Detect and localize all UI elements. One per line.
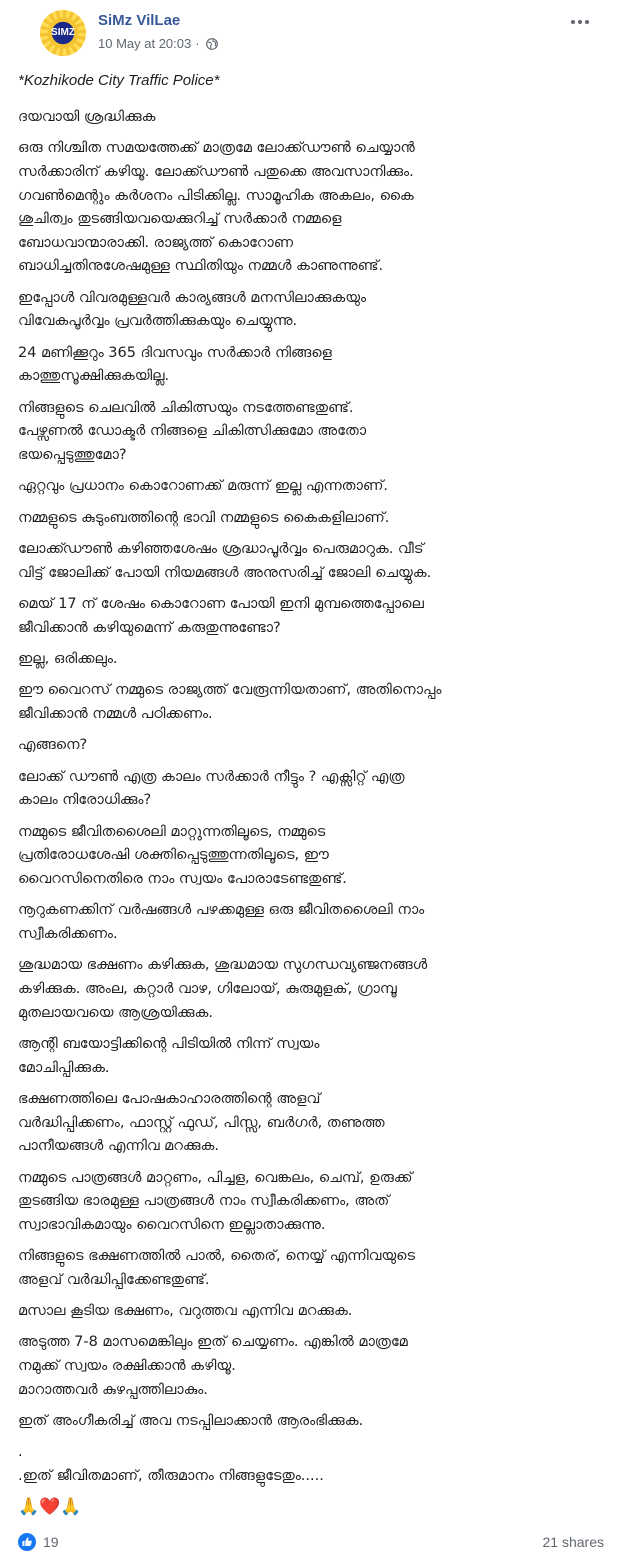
post-paragraph: ലോക്ക് ഡൗൺ എത്ര കാലം സർക്കാർ നീട്ടും ? എക്സിറ്റ് എത്ര കാലം നിരോധിക്കും? bbox=[18, 768, 405, 809]
post-paragraph: നിങ്ങളുടെ ചെലവിൽ ചികിത്സയും നടത്തേണ്ടതുണ്ട്. പേഴ്സണൽ ഡോക്ടർ നിങ്ങളെ ചികിത്സിക്കുമോ അതോ ഭയപ്പെടുത്തുമോ? bbox=[18, 399, 367, 463]
post-paragraph: ഏറ്റവും പ്രധാനം കൊറോണക്ക് മരുന്ന് ഇല്ല എന്നതാണ്. bbox=[18, 478, 388, 495]
more-dot-icon bbox=[578, 20, 582, 24]
reactions-summary[interactable] bbox=[18, 1533, 59, 1551]
meta-separator: · bbox=[195, 36, 200, 51]
post-paragraph: നൂറുകണക്കിന് വർഷങ്ങൾ പഴക്കമുള്ള ഒരു ജീവിതശൈലി നാം സ്വീകരിക്കണം. bbox=[18, 902, 425, 942]
post-paragraph: അടുത്ത 7-8 മാസമെങ്കിലും ഇത് ചെയ്യണം. എങ്കിൽ മാത്രമേ നമുക്ക് സ്വയം രക്ഷിക്കാൻ കഴിയൂ. മാറാത്തവർ കുഴപ്പത്തിലാകും. bbox=[18, 1334, 408, 1398]
reaction-count: 19 bbox=[43, 1534, 59, 1550]
post-meta bbox=[98, 36, 218, 51]
avatar[interactable] bbox=[40, 10, 86, 56]
post-header bbox=[18, 0, 604, 70]
globe-icon bbox=[206, 38, 218, 50]
page-name-link[interactable]: SiMz VilLae bbox=[98, 12, 181, 29]
more-options-button[interactable] bbox=[568, 12, 592, 32]
post-paragraph: ഈ വൈറസ് നമ്മുടെ രാജ്യത്ത് വേരൂന്നിയതാണ്, അതിനൊപ്പം ജീവിക്കാൻ നമ്മൾ പഠിക്കണം. bbox=[18, 682, 442, 723]
post-paragraph: . .ഇത് ജീവിതമാണ്, തീരുമാനം നിങ്ങളുടേതും..... bbox=[18, 1444, 324, 1485]
post-paragraphs bbox=[18, 106, 604, 1489]
post-paragraph: ഇപ്പോൾ വിവരമുള്ളവർ കാര്യങ്ങൾ മനസിലാക്കുകയും വിവേകപൂർവ്വം പ്രവർത്തിക്കുകയും ചെയ്യുന്നു. bbox=[18, 289, 367, 330]
shares-link[interactable]: 21 shares bbox=[542, 1534, 604, 1550]
post-paragraph: ഇല്ല, ഒരിക്കലും. bbox=[18, 651, 118, 668]
post-paragraph: നമ്മുടെ ജീവിതശൈലി മാറ്റുന്നതിലൂടെ, നമ്മുടെ പ്രതിരോധശേഷി ശക്തിപ്പെടുത്തുന്നതിലൂടെ, ഈ വൈറസിനെതിരെ നാം സ്വയം പോരാടേണ്ടതുണ്ട്. bbox=[18, 823, 347, 887]
post-paragraph: ലോക്ക്ഡൗൺ കഴിഞ്ഞശേഷം ശ്രദ്ധാപൂർവ്വം പെരുമാറുക. വീട് വിട്ട് ജോലിക്ക് പോയി നിയമങ്ങൾ അനുസരിച്ച് ജോലി ചെയ്യുക. bbox=[18, 541, 432, 581]
post-paragraph: ഭക്ഷണത്തിലെ പോഷകാഹാരത്തിന്റെ അളവ് വർദ്ധിപ്പിക്കണം, ഫാസ്റ്റ് ഫുഡ്, പിസ്സ, ബർഗർ, തണുത്ത പാനീയങ്ങൾ എന്നിവ മറക്കുക. bbox=[18, 1090, 385, 1155]
post-paragraph: ആന്റി ബയോട്ടിക്കിന്റെ പിടിയിൽ നിന്ന് സ്വയം മോചിപ്പിക്കുക. bbox=[18, 1035, 320, 1076]
post-paragraph: മസാല കൂടിയ ഭക്ഷണം, വറുത്തവ എന്നിവ മറക്കുക. bbox=[18, 1303, 353, 1320]
post-paragraph: നിങ്ങളുടെ ഭക്ഷണത്തിൽ പാൽ, തൈര്, നെയ്യ് എന്നിവയുടെ അളവ് വർദ്ധിപ്പിക്കേണ്ടതുണ്ട്. bbox=[18, 1248, 416, 1288]
post-paragraph: ശുദ്ധമായ ഭക്ഷണം കഴിക്കുക, ശുദ്ധമായ സുഗന്ധവ്യഞ്ജനങ്ങൾ കഴിക്കുക. അംല, കറ്റാർ വാഴ, ഗിലോയ്, കുരുമുളക്, ഗ്രാമ്പൂ മുതലായവയെ ആശ്രയിക്കുക. bbox=[18, 957, 428, 1021]
avatar-logo-text: SIMZ bbox=[51, 27, 75, 38]
like-icon bbox=[18, 1533, 36, 1551]
post-paragraph: ഇത് അംഗീകരിച്ച് അവ നടപ്പിലാക്കാൻ ആരംഭിക്കുക. bbox=[18, 1413, 364, 1430]
emoji-line: 🙏❤️🙏 bbox=[18, 1497, 82, 1518]
more-dot-icon bbox=[585, 20, 589, 24]
post-paragraph: മെയ് 17 ന് ശേഷം കൊറോണ പോയി ഇനി മുമ്പത്തെപ്പോലെ ജീവിക്കാൻ കഴിയുമെന്ന് കരുതുന്നുണ്ടോ? bbox=[18, 596, 424, 636]
post-footer bbox=[18, 1530, 604, 1554]
post-timestamp[interactable]: 10 May at 20:03 bbox=[98, 36, 192, 51]
more-dot-icon bbox=[571, 20, 575, 24]
post-paragraph: ഒരു നിശ്ചിത സമയത്തേക്ക് മാത്രമേ ലോക്ക്ഡൗൺ ചെയ്യാൻ സർക്കാരിന് കഴിയൂ. ലോക്ക്ഡൗൺ പതുക്കെ അവസാനിക്കും. ഗവൺമെന്റും കർശനം പിടിക്കില്ല. സാമൂഹിക അകലം, കൈ ശുചിത്വം തുടങ്ങിയവയെക്കുറിച്ച് സർക്കാർ നമ്മളെ ബോധവാന്മാരാക്കി. രാജ്യത്ത് കൊറോണ ബാധിച്ചതിനുശേഷമുള്ള സ്ഥിതിയും നമ്മൾ കാണുന്നുണ്ട്. bbox=[18, 140, 415, 275]
post-paragraph: നമ്മുടെ പാത്രങ്ങൾ മാറ്റണം, പിച്ചള, വെങ്കലം, ചെമ്പ്, ഉരുക്ക് തുടങ്ങിയ ഭാരമുള്ള പാത്രങ്ങൾ നാം സ്വീകരിക്കണം, അത് സ്വാഭാവികമായും വൈറസിനെ ഇല്ലാതാക്കുന്നു. bbox=[18, 1169, 413, 1233]
post-paragraph: 24 മണിക്കൂറും 365 ദിവസവും സർക്കാർ നിങ്ങളെ കാത്തുസൂക്ഷിക്കുകയില്ല. bbox=[18, 344, 332, 385]
post-paragraph: എങ്ങനെ? bbox=[18, 737, 88, 754]
post-body bbox=[18, 70, 604, 1518]
post-paragraph: ദയവായി ശ്രദ്ധിക്കുക bbox=[18, 109, 156, 125]
post-paragraph: നമ്മളുടെ കുടുംബത്തിന്റെ ഭാവി നമ്മളുടെ കൈകളിലാണ്. bbox=[18, 509, 390, 526]
post-title: *Kozhikode City Traffic Police* bbox=[18, 72, 220, 89]
